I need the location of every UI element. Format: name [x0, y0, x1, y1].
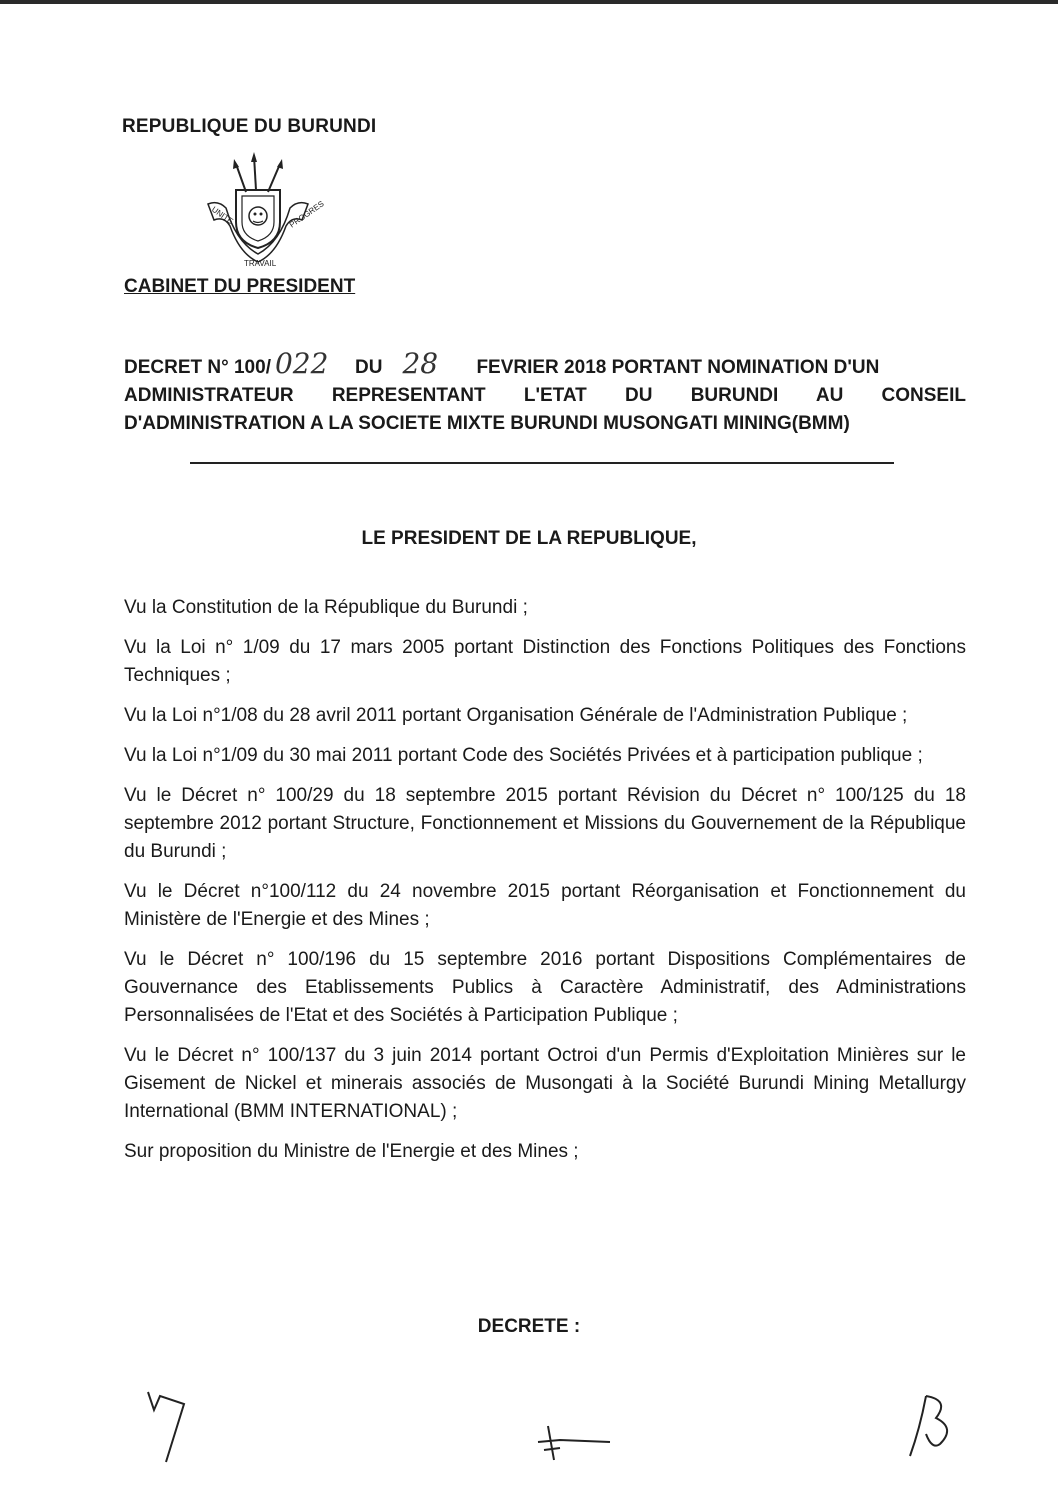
- emblem-motto-right: PROGRES: [287, 199, 326, 230]
- title-underline-rule: [190, 462, 894, 464]
- decree-title-line-3: D'ADMINISTRATION A LA SOCIETE MIXTE BURUNDI MUSONGATI MINING(BMM): [124, 413, 850, 434]
- visas-list: [124, 594, 966, 1178]
- scan-top-edge: [0, 0, 1058, 4]
- country-heading: REPUBLIQUE DU BURUNDI: [122, 116, 377, 137]
- decree-title-line-2: ADMINISTRATEUR REPRESENTANT L'ETAT DU BURUNDI AU CONSEIL: [124, 385, 966, 406]
- decree-title: [124, 347, 966, 438]
- visa-decret-2014-permis: Vu le Décret n° 100/137 du 3 juin 2014 portant Octroi d'un Permis d'Exploitation Minières sur le Gisement de Nickel et minerais associés de Musongati à la Société Burundi Mining Metallurgy International (BMM INTERNATIONAL) ;: [124, 1045, 966, 1122]
- decree-du: DU: [354, 357, 383, 378]
- cabinet-heading: CABINET DU PRESIDENT: [124, 276, 356, 297]
- president-heading: LE PRESIDENT DE LA REPUBLIQUE,: [361, 528, 697, 549]
- visa-loi-2011-societes: Vu la Loi n°1/09 du 30 mai 2011 portant Code des Sociétés Privées et à participation publique ;: [124, 745, 923, 766]
- visa-loi-2011-organisation: Vu la Loi n°1/08 du 28 avril 2011 portant Organisation Générale de l'Administration Publique ;: [124, 705, 908, 726]
- decree-day-handwritten: 28: [402, 347, 439, 380]
- decree-number-prefix: DECRET N° 100/: [124, 357, 271, 378]
- visa-decret-2015-ministere: Vu le Décret n°100/112 du 24 novembre 2015 portant Réorganisation et Fonctionnement du Ministère de l'Energie et des Mines ;: [124, 881, 966, 930]
- coat-of-arms-emblem: [196, 150, 336, 272]
- emblem-motto-left: UNITE: [209, 204, 235, 226]
- decree-title-rest: FEVRIER 2018 PORTANT NOMINATION D'UN: [476, 357, 880, 378]
- decree-title-line-1: [124, 347, 966, 382]
- visa-decret-2016: Vu le Décret n° 100/196 du 15 septembre 2016 portant Dispositions Complémentaires de Gouvernance des Etablissements Publics à Caractère Administratif, des Administrations Personnalisées de l'Etat et des Sociétés à Participation Publique ;: [124, 949, 966, 1026]
- initial-mark-left: [140, 1388, 200, 1468]
- decree-number-handwritten: 022: [274, 347, 329, 380]
- emblem-motto-middle: TRAVAIL: [244, 259, 277, 268]
- initial-mark-center: [530, 1420, 620, 1470]
- visa-loi-2005: Vu la Loi n° 1/09 du 17 mars 2005 portant Distinction des Fonctions Politiques des Fonctions Techniques ;: [124, 637, 966, 686]
- decrete-heading: DECRETE :: [477, 1316, 581, 1337]
- initial-mark-right: [900, 1388, 960, 1468]
- visa-decret-2015-revision: Vu le Décret n° 100/29 du 18 septembre 2015 portant Révision du Décret n° 100/125 du 18 septembre 2012 portant Structure, Fonctionnement et Missions du Gouvernement de la République du Burundi ;: [124, 785, 966, 862]
- visa-constitution: Vu la Constitution de la République du Burundi ;: [124, 597, 528, 618]
- visa-proposition-ministre: Sur proposition du Ministre de l'Energie et des Mines ;: [124, 1141, 579, 1162]
